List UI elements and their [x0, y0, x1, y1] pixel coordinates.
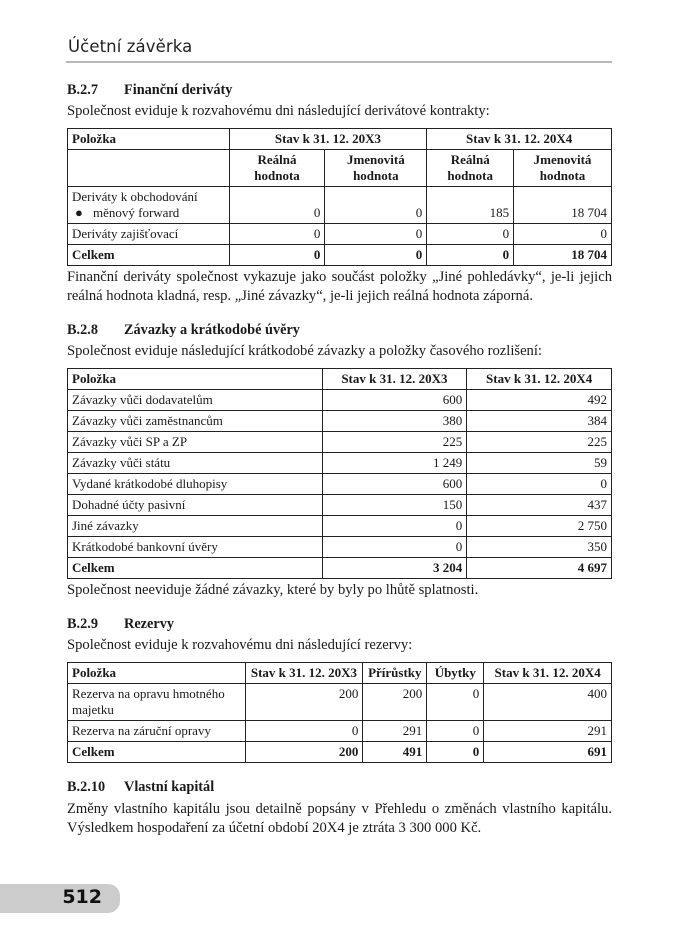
row-label: Rezerva na opravu hmotného majetku [68, 684, 246, 721]
section-intro: Společnost eviduje k rozvahovému dni následující rezervy: [67, 637, 413, 653]
row-label: Jiné závazky [68, 516, 323, 537]
section-heading-b28 [67, 320, 612, 340]
cell-value: 0 [229, 245, 325, 266]
table-row [68, 224, 612, 245]
table-row [68, 432, 612, 453]
header-rule [66, 61, 612, 63]
section-title: Vlastní kapitál [124, 779, 215, 795]
section-intro: Společnost eviduje následující krátkodobé závazky a položky časového rozlišení: [67, 343, 542, 359]
row-label [68, 187, 230, 224]
cell-value: 185 [427, 187, 514, 224]
row-label: Deriváty zajišťovací [68, 224, 230, 245]
page-number-tab [0, 884, 120, 913]
cell-value: 1 249 [322, 453, 467, 474]
section-title: Závazky a krátkodobé úvěry [124, 322, 300, 338]
section-heading-b29 [67, 614, 612, 634]
row-label: Závazky vůči státu [68, 453, 323, 474]
section-number: B.2.10 [67, 779, 106, 795]
row-label: Vydané krátkodobé dluhopisy [68, 474, 323, 495]
cell-value: 0 [427, 684, 484, 721]
cell-value: 150 [322, 495, 467, 516]
page-number: 512 [62, 886, 102, 908]
section-title: Rezervy [124, 616, 175, 632]
cell-value: 600 [322, 474, 467, 495]
section-number: B.2.9 [67, 616, 98, 632]
cell-value: 492 [467, 390, 612, 411]
cell-value: 200 [245, 684, 363, 721]
row-label: Celkem [68, 558, 323, 579]
column-subheader: Jmenovitá hodnota [325, 150, 427, 187]
cell-value: 691 [484, 742, 612, 763]
row-label-text: Deriváty k obchodování [72, 189, 198, 204]
section-number: B.2.7 [67, 82, 98, 98]
table-row [68, 721, 612, 742]
section-title: Finanční deriváty [124, 82, 233, 98]
cell-value: 0 [245, 721, 363, 742]
cell-value: 4 697 [467, 558, 612, 579]
table-subheader-row [68, 150, 612, 187]
row-label: Závazky vůči SP a ZP [68, 432, 323, 453]
cell-value: 59 [467, 453, 612, 474]
row-sublabel: měnový forward [93, 205, 180, 220]
cell-value: 0 [229, 224, 325, 245]
cell-value: 491 [363, 742, 427, 763]
column-header: Položka [68, 369, 323, 390]
section-number: B.2.8 [67, 322, 98, 338]
column-header: Položka [68, 129, 230, 150]
table-row [68, 537, 612, 558]
column-header: Stav k 31. 12. 20X4 [427, 129, 612, 150]
cell-value: 380 [322, 411, 467, 432]
section-note: Finanční deriváty společnost vykazuje jako součást položky „Jiné pohledávky“, je-li jejich reálná hodnota kladná, resp. „Jiné závazky“, je-li jejich reálná hodnota záporná. [67, 269, 612, 304]
table-row [68, 390, 612, 411]
cell-value: 0 [467, 474, 612, 495]
table-total-row [68, 742, 612, 763]
row-label: Celkem [68, 245, 230, 266]
row-label: Celkem [68, 742, 246, 763]
table-row [68, 495, 612, 516]
table-header-row [68, 663, 612, 684]
cell-value: 225 [467, 432, 612, 453]
cell-value: 400 [484, 684, 612, 721]
cell-value: 291 [484, 721, 612, 742]
table-total-row [68, 245, 612, 266]
cell-value: 0 [427, 224, 514, 245]
table-row [68, 474, 612, 495]
column-subheader: Reálná hodnota [427, 150, 514, 187]
cell-value: 0 [427, 245, 514, 266]
column-header: Přírůstky [363, 663, 427, 684]
section-heading-b27 [67, 80, 612, 100]
cell-value: 0 [322, 537, 467, 558]
row-label: Dohadné účty pasivní [68, 495, 323, 516]
cell-value: 437 [467, 495, 612, 516]
cell-value: 291 [363, 721, 427, 742]
table-row [68, 516, 612, 537]
section-text: Změny vlastního kapitálu jsou detailně popsány v Přehledu o změnách vlastního kapitálu. Výsledkem hospodaření za účetní období 20X4 je ztráta 3 300 000 Kč. [67, 801, 612, 836]
cell-value: 0 [325, 187, 427, 224]
cell-value: 0 [427, 742, 484, 763]
row-label: Krátkodobé bankovní úvěry [68, 537, 323, 558]
table-total-row [68, 558, 612, 579]
row-label: Závazky vůči dodavatelům [68, 390, 323, 411]
column-header: Stav k 31. 12. 20X4 [484, 663, 612, 684]
cell-value: 0 [325, 224, 427, 245]
liabilities-table [67, 368, 612, 579]
column-header: Stav k 31. 12. 20X3 [245, 663, 363, 684]
section-intro: Společnost eviduje k rozvahovému dni následující derivátové kontrakty: [67, 103, 490, 119]
table-row [68, 453, 612, 474]
table-row [68, 187, 612, 224]
section-note: Společnost neeviduje žádné závazky, které by byly po lhůtě splatnosti. [67, 582, 479, 598]
row-label: Rezerva na záruční opravy [68, 721, 246, 742]
column-subheader: Jmenovitá hodnota [514, 150, 612, 187]
cell-value: 0 [325, 245, 427, 266]
cell-value: 0 [322, 516, 467, 537]
cell-value: 200 [363, 684, 427, 721]
cell-value: 0 [427, 721, 484, 742]
bullet-icon: ● [75, 205, 83, 220]
cell-value: 2 750 [467, 516, 612, 537]
column-header: Stav k 31. 12. 20X3 [322, 369, 467, 390]
column-header: Stav k 31. 12. 20X4 [467, 369, 612, 390]
table-header-row [68, 129, 612, 150]
derivatives-table [67, 128, 612, 266]
column-header: Položka [68, 663, 246, 684]
cell-value: 3 204 [322, 558, 467, 579]
page-content [67, 80, 612, 838]
table-row [68, 411, 612, 432]
section-heading-b210 [67, 777, 612, 797]
cell-value: 18 704 [514, 187, 612, 224]
cell-value: 0 [229, 187, 325, 224]
cell-value: 225 [322, 432, 467, 453]
column-subheader: Reálná hodnota [229, 150, 325, 187]
table-header-row [68, 369, 612, 390]
column-header: Úbytky [427, 663, 484, 684]
cell-value: 600 [322, 390, 467, 411]
cell-value: 0 [514, 224, 612, 245]
cell-value: 350 [467, 537, 612, 558]
cell-value: 200 [245, 742, 363, 763]
table-row [68, 684, 612, 721]
cell-value: 18 704 [514, 245, 612, 266]
provisions-table [67, 662, 612, 763]
empty-header-cell [68, 150, 230, 187]
cell-value: 384 [467, 411, 612, 432]
row-label: Závazky vůči zaměstnancům [68, 411, 323, 432]
column-header: Stav k 31. 12. 20X3 [229, 129, 427, 150]
running-head: Účetní závěrka [68, 37, 193, 56]
